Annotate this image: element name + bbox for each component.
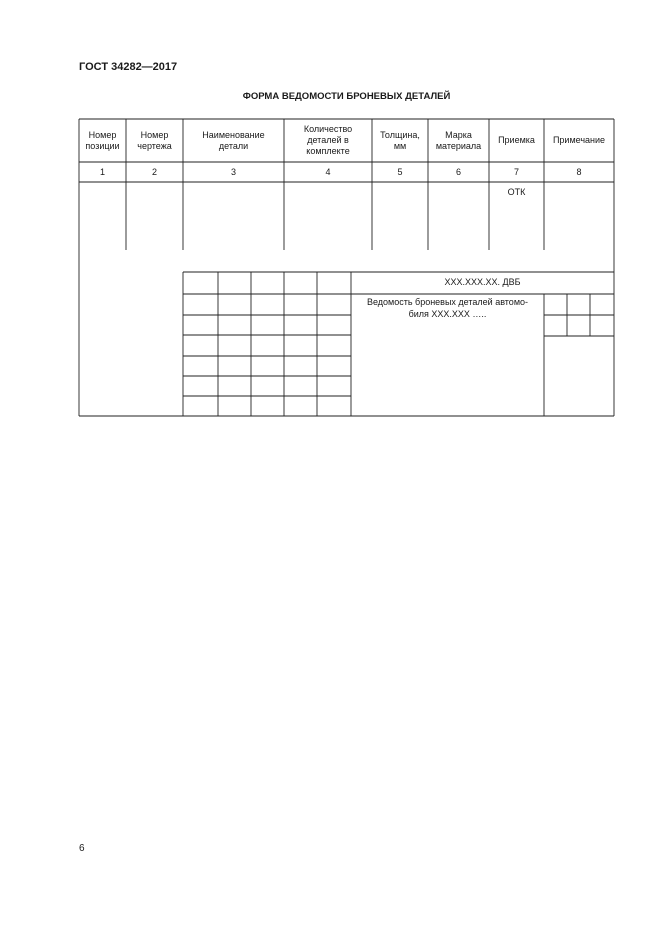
column-number-3: 3 — [230, 167, 236, 177]
column-number-1: 1 — [99, 167, 105, 177]
header-note: Примечание — [552, 135, 606, 146]
header-part-name: Наименование детали — [202, 129, 265, 151]
column-number-2: 2 — [151, 167, 157, 177]
column-number-4: 4 — [325, 167, 331, 177]
page-number: 6 — [79, 843, 85, 854]
header-drawing-number: Номер чертежа — [137, 129, 172, 151]
column-number-6: 6 — [455, 167, 461, 177]
header-acceptance: Приемка — [498, 135, 535, 146]
header-quantity: Количество деталей в комплекте — [303, 124, 353, 156]
acceptance-otk: ОТК — [507, 187, 526, 197]
standard-id: ГОСТ 34282—2017 — [79, 61, 178, 73]
header-material-grade: Марка материала — [435, 129, 482, 151]
column-number-7: 7 — [513, 167, 519, 177]
document-name-line-1: Ведомость броневых деталей автомо- — [366, 297, 529, 307]
header-thickness: Толщина, мм — [380, 129, 420, 151]
column-number-5: 5 — [397, 167, 403, 177]
column-number-8: 8 — [576, 167, 582, 177]
form-title: ФОРМА ВЕДОМОСТИ БРОНЕВЫХ ДЕТАЛЕЙ — [242, 91, 451, 102]
header-position-number: Номер позиции — [85, 129, 120, 151]
document-designation: ХХХ.ХХХ.ХХ. ДВБ — [444, 277, 521, 287]
document-name — [351, 297, 544, 320]
document-name-line-2: биля ХХХ.ХХХ ….. — [408, 308, 487, 319]
